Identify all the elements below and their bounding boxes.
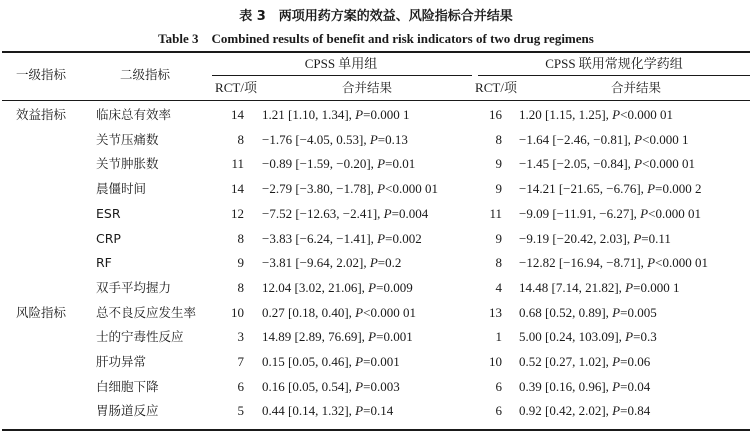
row-result-b: −9.09 [−11.91, −6.27], P<0.000 01 bbox=[519, 206, 701, 221]
row-rct-b: 9 bbox=[495, 231, 502, 246]
header-result-a: 合并结果 bbox=[341, 80, 392, 95]
row-result-b: 14.48 [7.14, 21.82], P=0.000 1 bbox=[519, 280, 680, 295]
header-result-b: 合并结果 bbox=[610, 80, 661, 95]
group-b-underline bbox=[478, 75, 750, 76]
row-level2: 双手平均握力 bbox=[96, 280, 172, 295]
row-rct-a: 8 bbox=[237, 231, 244, 246]
row-level2: 关节压痛数 bbox=[96, 132, 159, 147]
header-rct-b: RCT/项 bbox=[475, 80, 517, 95]
row-level2: 士的宁毒性反应 bbox=[96, 329, 184, 344]
header-bottom-rule bbox=[2, 100, 750, 101]
row-result-b: 0.52 [0.27, 1.02], P=0.06 bbox=[519, 354, 651, 369]
row-level2: 关节肿胀数 bbox=[96, 156, 159, 171]
row-result-b: −14.21 [−21.65, −6.76], P=0.000 2 bbox=[519, 181, 702, 196]
row-rct-a: 9 bbox=[237, 255, 244, 270]
row-rct-b: 6 bbox=[495, 379, 502, 394]
row-rct-a: 6 bbox=[237, 379, 244, 394]
row-level2: 肝功异常 bbox=[96, 354, 147, 369]
row-rct-a: 14 bbox=[231, 107, 244, 122]
row-rct-a: 12 bbox=[231, 206, 244, 221]
row-result-a: 0.15 [0.05, 0.46], P=0.001 bbox=[262, 354, 400, 369]
table-caption-en: Table 3 Combined results of benefit and risk indicators of two drug regimens bbox=[158, 31, 594, 46]
row-rct-a: 3 bbox=[237, 329, 244, 344]
row-result-b: −12.82 [−16.94, −8.71], P<0.000 01 bbox=[519, 255, 708, 270]
row-result-b: −1.45 [−2.05, −0.84], P<0.000 01 bbox=[519, 156, 695, 171]
row-level2: 白细胞下降 bbox=[96, 379, 159, 394]
row-level2: 胃肠道反应 bbox=[96, 403, 159, 418]
row-result-b: 0.92 [0.42, 2.02], P=0.84 bbox=[519, 403, 651, 418]
row-level2: 晨僵时间 bbox=[96, 181, 147, 196]
row-rct-a: 8 bbox=[237, 280, 244, 295]
row-result-b: 1.20 [1.15, 1.25], P<0.000 01 bbox=[519, 107, 673, 122]
row-result-a: −3.83 [−6.24, −1.41], P=0.002 bbox=[262, 231, 422, 246]
top-rule bbox=[2, 51, 750, 53]
row-rct-b: 1 bbox=[495, 329, 502, 344]
row-rct-a: 8 bbox=[237, 132, 244, 147]
row-level1: 风险指标 bbox=[15, 305, 66, 320]
header-rct-a: RCT/项 bbox=[215, 80, 257, 95]
group-a-underline bbox=[212, 75, 472, 76]
row-level2: 总不良反应发生率 bbox=[96, 305, 197, 320]
bottom-rule bbox=[2, 429, 750, 431]
row-result-a: 0.44 [0.14, 1.32], P=0.14 bbox=[262, 403, 394, 418]
row-rct-a: 7 bbox=[237, 354, 244, 369]
row-rct-b: 10 bbox=[489, 354, 502, 369]
row-rct-b: 9 bbox=[495, 156, 502, 171]
header-level2: 二级指标 bbox=[119, 67, 170, 82]
row-rct-a: 5 bbox=[237, 403, 244, 418]
row-rct-b: 9 bbox=[495, 181, 502, 196]
row-result-a: −2.79 [−3.80, −1.78], P<0.000 01 bbox=[262, 181, 438, 196]
row-result-b: −1.64 [−2.46, −0.81], P<0.000 1 bbox=[519, 132, 689, 147]
row-rct-b: 13 bbox=[489, 305, 502, 320]
header-group-b: CPSS 联用常规化学药组 bbox=[545, 56, 683, 71]
row-level2: RF bbox=[96, 255, 112, 270]
row-level2: CRP bbox=[96, 231, 121, 246]
row-result-b: 0.39 [0.16, 0.96], P=0.04 bbox=[519, 379, 651, 394]
row-result-a: 0.27 [0.18, 0.40], P<0.000 01 bbox=[262, 305, 416, 320]
row-result-a: 12.04 [3.02, 21.06], P=0.009 bbox=[262, 280, 413, 295]
row-rct-b: 8 bbox=[495, 132, 502, 147]
row-result-a: 14.89 [2.89, 76.69], P=0.001 bbox=[262, 329, 413, 344]
row-result-a: −3.81 [−9.64, 2.02], P=0.2 bbox=[262, 255, 402, 270]
row-result-a: 1.21 [1.10, 1.34], P=0.000 1 bbox=[262, 107, 410, 122]
row-result-b: −9.19 [−20.42, 2.03], P=0.11 bbox=[519, 231, 671, 246]
row-result-a: −7.52 [−12.63, −2.41], P=0.004 bbox=[262, 206, 429, 221]
row-rct-b: 16 bbox=[489, 107, 502, 122]
header-group-a: CPSS 单用组 bbox=[304, 56, 378, 71]
row-rct-a: 10 bbox=[231, 305, 244, 320]
row-rct-b: 6 bbox=[495, 403, 502, 418]
header-level1: 一级指标 bbox=[15, 67, 66, 82]
row-level2: ESR bbox=[96, 206, 121, 221]
row-rct-a: 14 bbox=[231, 181, 244, 196]
row-rct-b: 4 bbox=[495, 280, 502, 295]
row-rct-b: 8 bbox=[495, 255, 502, 270]
row-result-a: −0.89 [−1.59, −0.20], P=0.01 bbox=[262, 156, 416, 171]
row-level2: 临床总有效率 bbox=[96, 107, 172, 122]
row-rct-a: 11 bbox=[231, 156, 244, 171]
row-level1: 效益指标 bbox=[15, 107, 66, 122]
row-rct-b: 11 bbox=[489, 206, 502, 221]
table-caption-cn: 表 3 两项用药方案的效益、风险指标合并结果 bbox=[239, 9, 513, 24]
row-result-a: 0.16 [0.05, 0.54], P=0.003 bbox=[262, 379, 400, 394]
row-result-b: 5.00 [0.24, 103.09], P=0.3 bbox=[519, 329, 657, 344]
row-result-a: −1.76 [−4.05, 0.53], P=0.13 bbox=[262, 132, 408, 147]
row-result-b: 0.68 [0.52, 0.89], P=0.005 bbox=[519, 305, 657, 320]
